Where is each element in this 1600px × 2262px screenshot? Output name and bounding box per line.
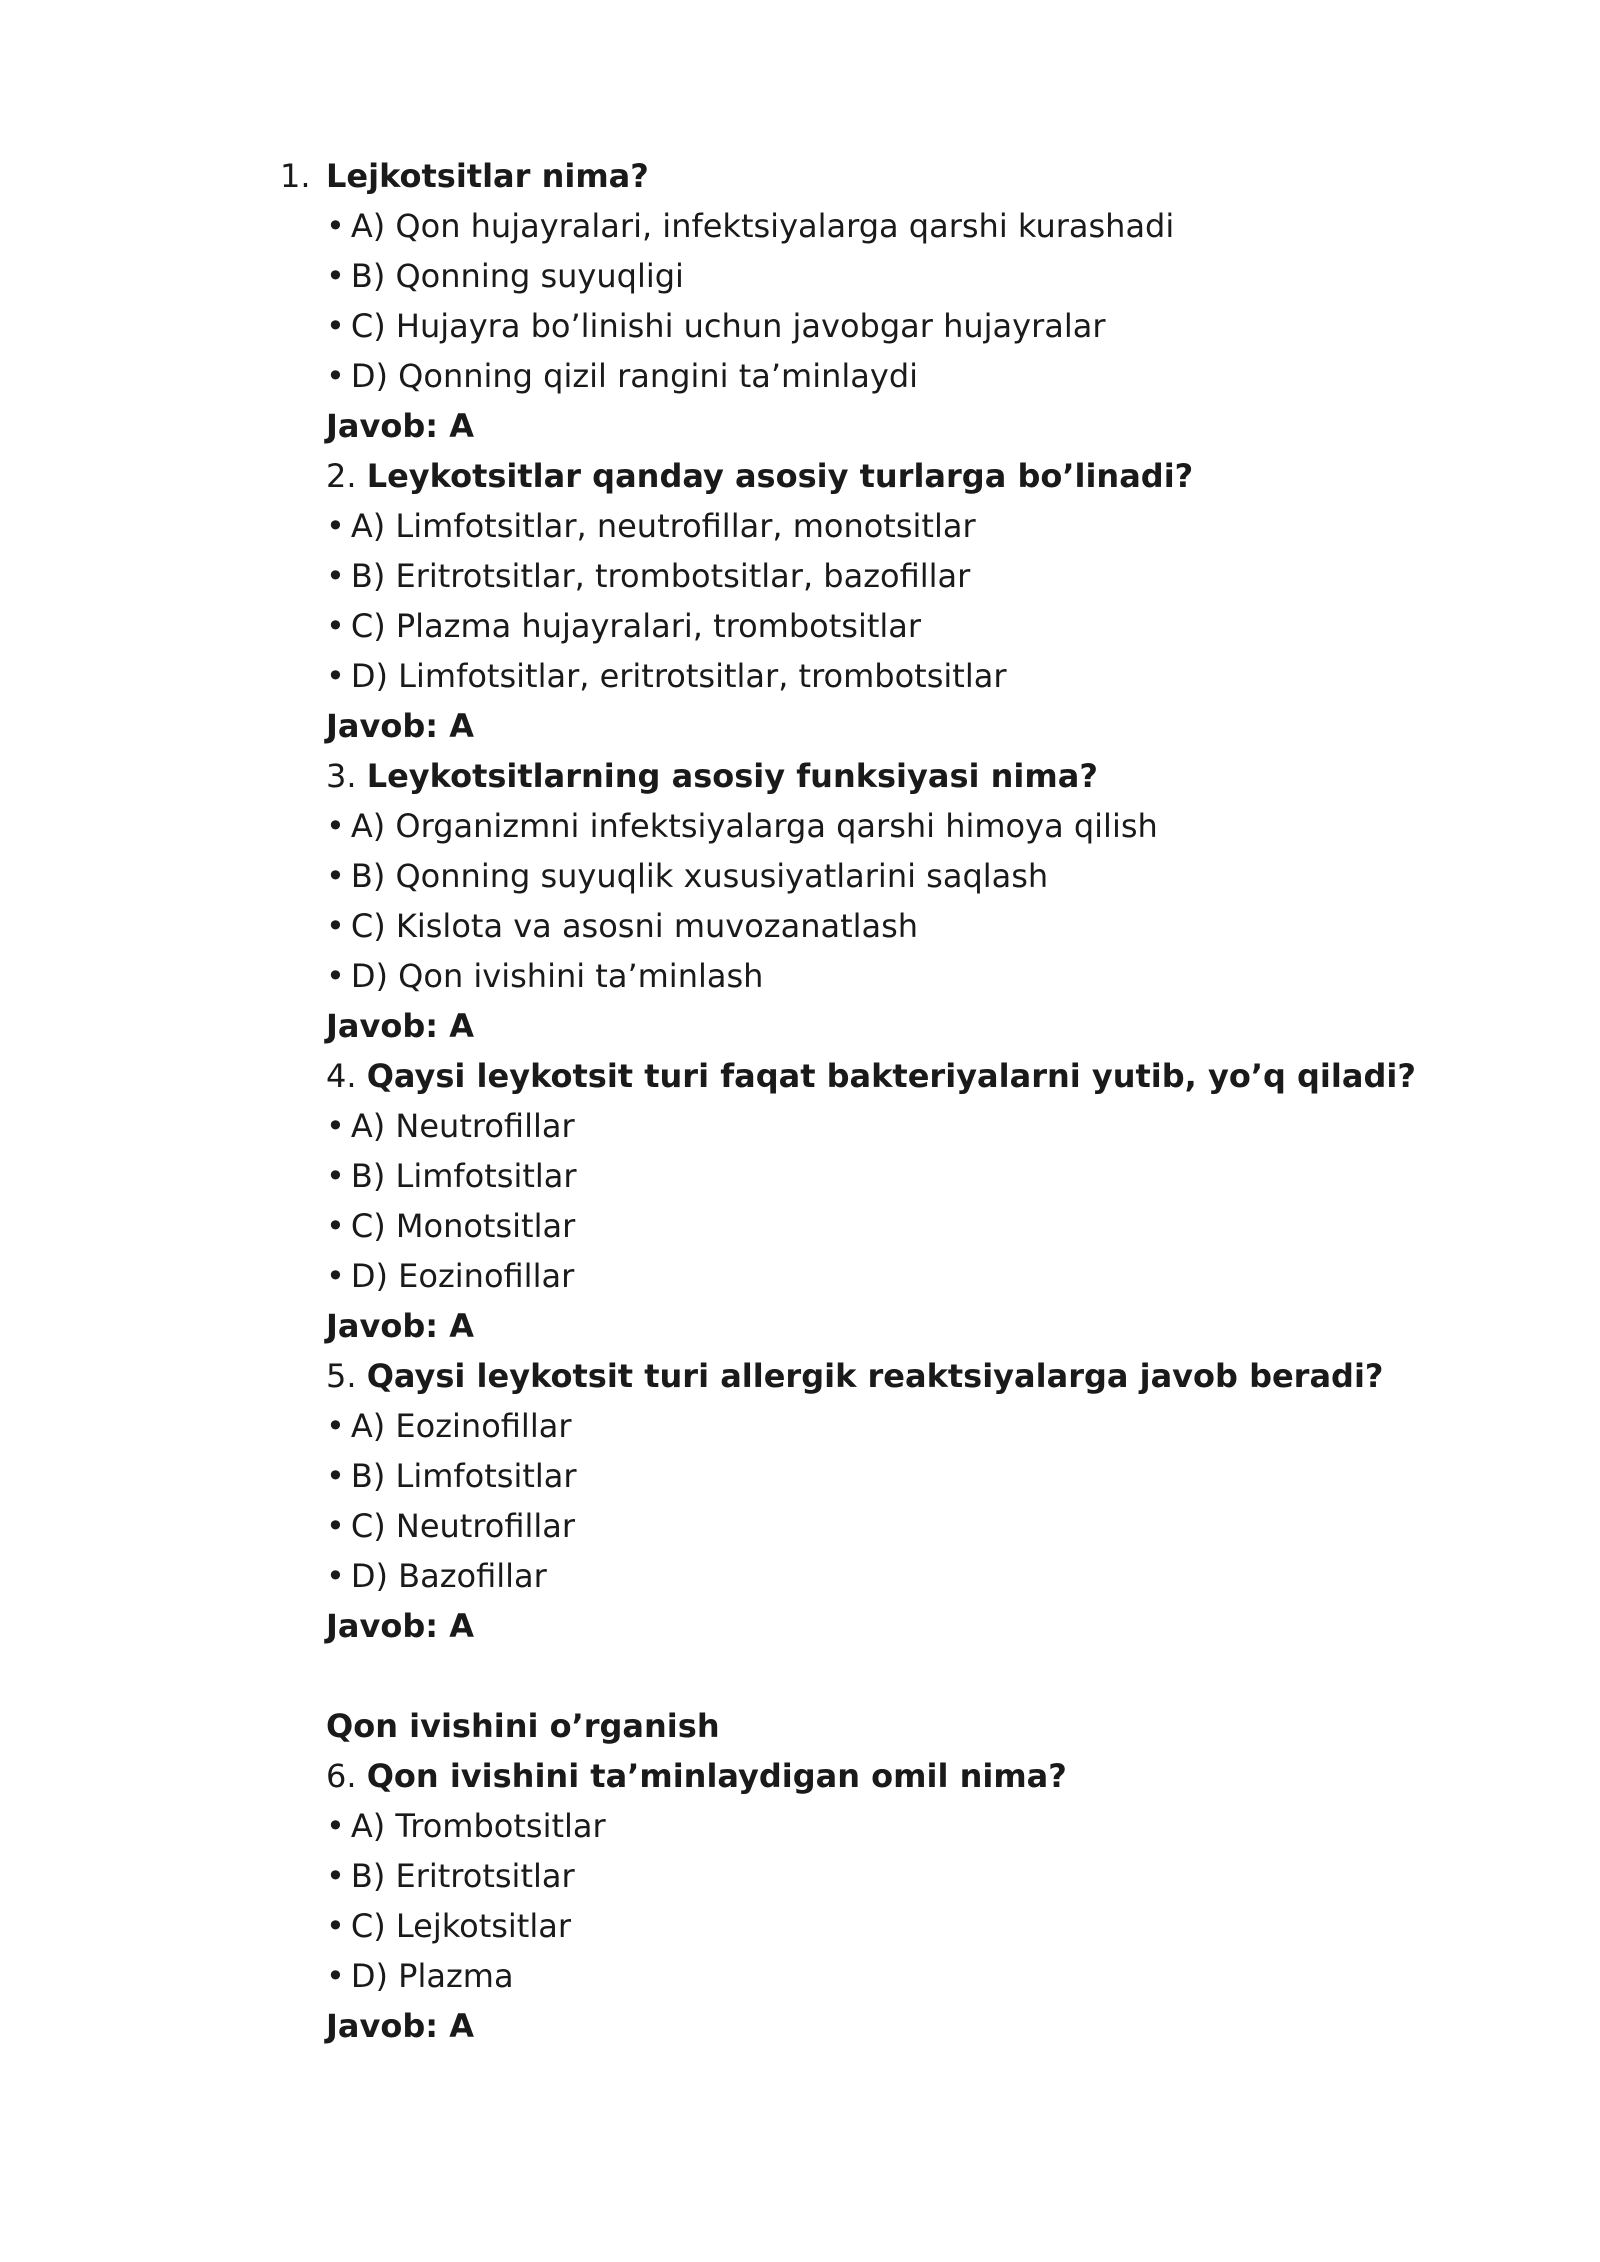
option-text: A) Qon hujayralari, infektsiyalarga qarshi kurashadi [350,207,1175,245]
answer-option [326,1106,575,1146]
bullet-icon: • [326,257,345,295]
answer-option [326,906,918,946]
option-text: D) Qon ivishini ta’minlash [350,957,764,995]
option-text: C) Monotsitlar [350,1207,576,1245]
bullet-icon: • [326,1257,345,1295]
answer-key: Javob: A [326,707,474,745]
bullet-icon: • [326,207,345,245]
bullet-icon: • [326,1407,345,1445]
option-text: D) Plazma [350,1957,514,1995]
bullet-icon: • [326,1157,345,1195]
answer-key: Javob: A [326,2007,474,2045]
answer-option [326,1156,577,1196]
answer-key: Javob: A [326,1607,474,1645]
section-heading: Qon ivishini o’rganish [326,1707,720,1745]
option-text: D) Eozinofillar [350,1257,575,1295]
option-text: D) Qonning qizil rangini ta’minlaydi [350,357,919,395]
question-text: Lejkotsitlar nima? [326,157,649,195]
answer-option [326,856,1048,896]
option-text: B) Qonning suyuqligi [350,257,684,295]
answer-option [326,1256,574,1296]
answer-key: Javob: A [326,1307,474,1345]
question-number: 2. [326,457,357,495]
bullet-icon: • [326,1907,345,1945]
bullet-icon: • [326,1207,345,1245]
option-text: D) Limfotsitlar, eritrotsitlar, trombotsitlar [350,657,1007,695]
answer-option [326,1456,577,1496]
question-line [326,1356,1383,1396]
option-text: C) Kislota va asosni muvozanatlash [350,907,919,945]
bullet-icon: • [326,807,345,845]
bullet-icon: • [326,657,345,695]
question-number: 4. [326,1057,357,1095]
option-text: C) Plazma hujayralari, trombotsitlar [350,607,922,645]
bullet-icon: • [326,857,345,895]
answer-option [326,1856,575,1896]
answer-option [326,256,684,296]
option-text: A) Neutrofillar [350,1107,575,1145]
option-text: C) Lejkotsitlar [350,1907,571,1945]
answer-option [326,806,1158,846]
bullet-icon: • [326,1507,345,1545]
answer-option [326,1406,571,1446]
answer-option [326,1206,575,1246]
option-text: B) Eritrotsitlar [350,1857,575,1895]
answer-option [326,206,1174,246]
bullet-icon: • [326,357,345,395]
bullet-icon: • [326,1457,345,1495]
option-text: A) Trombotsitlar [350,1807,606,1845]
bullet-icon: • [326,907,345,945]
answer-key: Javob: A [326,407,474,445]
answer-option [326,1906,571,1946]
option-text: C) Hujayra bo’linishi uchun javobgar hujayralar [350,307,1106,345]
bullet-icon: • [326,557,345,595]
question-line [326,1056,1416,1096]
bullet-icon: • [326,1857,345,1895]
question-text: Leykotsitlar qanday asosiy turlarga bo’linadi? [366,457,1194,495]
answer-option [326,356,918,396]
bullet-icon: • [326,1957,345,1995]
question-line [326,456,1193,496]
option-text: A) Organizmni infektsiyalarga qarshi himoya qilish [350,807,1158,845]
option-text: A) Eozinofillar [350,1407,572,1445]
question-text: Qaysi leykotsit turi allergik reaktsiyalarga javob beradi? [366,1357,1384,1395]
bullet-icon: • [326,1107,345,1145]
option-text: B) Limfotsitlar [350,1457,577,1495]
answer-option [326,306,1106,346]
bullet-icon: • [326,1557,345,1595]
question-number: 5. [326,1357,357,1395]
answer-option [326,1956,514,1996]
option-text: A) Limfotsitlar, neutrofillar, monotsitlar [350,507,976,545]
answer-option [326,506,976,546]
option-text: B) Eritrotsitlar, trombotsitlar, bazofillar [350,557,971,595]
option-text: C) Neutrofillar [350,1507,576,1545]
question-text: Qon ivishini ta’minlaydigan omil nima? [366,1757,1067,1795]
answer-option [326,656,1006,696]
answer-option [326,606,921,646]
answer-key: Javob: A [326,1007,474,1045]
question-number: 3. [326,757,357,795]
question-line [326,1756,1067,1796]
option-text: B) Qonning suyuqlik xususiyatlarini saqlash [350,857,1049,895]
bullet-icon: • [326,507,345,545]
question-number: 6. [326,1757,357,1795]
answer-option [326,1506,575,1546]
question-text: Leykotsitlarning asosiy funksiyasi nima? [366,757,1098,795]
bullet-icon: • [326,957,345,995]
answer-option [326,956,763,996]
question-number: 1. [280,157,311,195]
bullet-icon: • [326,307,345,345]
option-text: D) Bazofillar [350,1557,547,1595]
question-text: Qaysi leykotsit turi faqat bakteriyalarni yutib, yo’q qiladi? [366,1057,1416,1095]
answer-option [326,1806,606,1846]
answer-option [326,556,970,596]
bullet-icon: • [326,607,345,645]
question-line [326,756,1098,796]
option-text: B) Limfotsitlar [350,1157,577,1195]
answer-option [326,1556,547,1596]
bullet-icon: • [326,1807,345,1845]
